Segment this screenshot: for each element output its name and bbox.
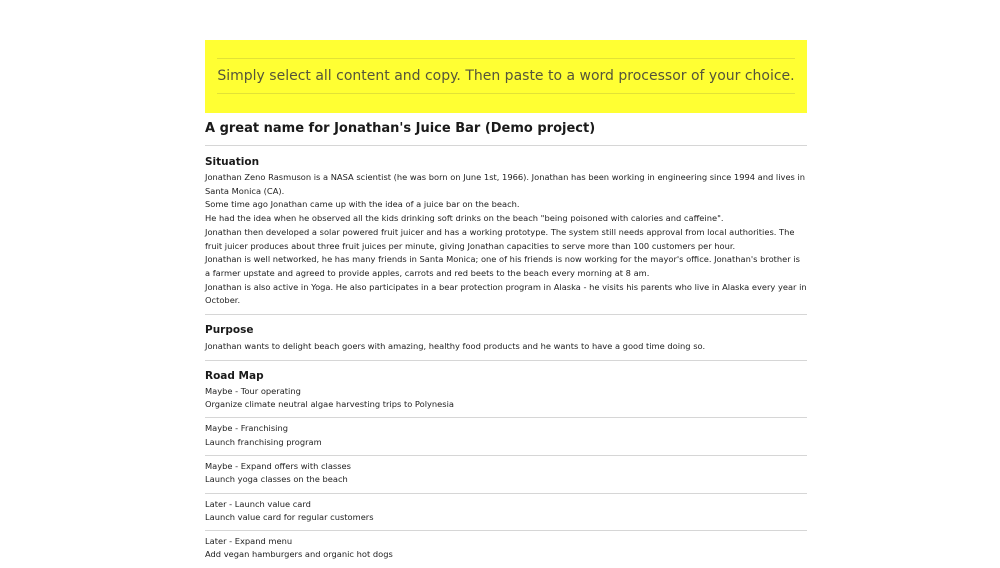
situation-paragraph: He had the idea when he observed all the kids drinking soft drinks on the beach "being poisoned with calories and caffeine". [205, 213, 724, 224]
banner-divider-top [217, 58, 795, 59]
roadmap-item [205, 494, 807, 532]
banner-divider-bottom [217, 93, 795, 94]
roadmap-item-title: Later - Launch value card [205, 498, 311, 509]
document-page [205, 40, 807, 568]
situation-paragraph: Some time ago Jonathan came up with the idea of a juice bar on the beach. [205, 199, 520, 210]
banner-text: Simply select all content and copy. Then paste to a word processor of your choice. [217, 68, 795, 84]
purpose-heading: Purpose [205, 324, 254, 337]
situation-section [205, 146, 807, 308]
roadmap-item-title: Maybe - Franchising [205, 423, 288, 434]
roadmap-item-title: Maybe - Expand offers with classes [205, 460, 351, 471]
roadmap-item-title: Maybe - Tour operating [205, 385, 301, 396]
situation-paragraph: Jonathan is also active in Yoga. He also participates in a bear protection program in Alaska - he visits his parents who live in Alaska every year in October. [205, 281, 807, 306]
copy-instruction-banner [205, 40, 807, 113]
situation-paragraph: Jonathan then developed a solar powered fruit juicer and has a working prototype. The system still needs approval from local authorities. The fruit juicer produces about three fruit juices per minute, giving Jonathan capacities to serve more than 100 customers per hour. [205, 226, 795, 251]
roadmap-item [205, 531, 807, 568]
roadmap-item-title: Later - Expand menu [205, 536, 293, 547]
roadmap-item-description: Organize climate neutral algae harvesting trips to Polynesia [205, 399, 454, 410]
situation-paragraph: Jonathan is well networked, he has many friends in Santa Monica; one of his friends is now working for the mayor's office. Jonathan's brother is a farmer upstate and agreed to provide apples, carrots and red beets to the beach every morning at 8 am. [205, 254, 800, 278]
roadmap-item [205, 456, 807, 494]
roadmap-item-description: Launch yoga classes on the beach [205, 474, 348, 485]
roadmap-item [205, 383, 807, 419]
situation-heading: Situation [205, 156, 260, 168]
document-title: A great name for Jonathan's Juice Bar (Demo project) [205, 121, 596, 136]
situation-paragraph: Jonathan Zeno Rasmuson is a NASA scientist (he was born on June 1st, 1966). Jonathan has been working in engineering since 1994 and lives in Santa Monica (CA). [205, 172, 806, 196]
roadmap-list [205, 383, 807, 568]
roadmap-item-description: Launch value card for regular customers [205, 511, 374, 522]
roadmap-item [205, 418, 807, 456]
roadmap-item-description: Launch franchising program [205, 436, 322, 447]
roadmap-item-description: Add vegan hamburgers and organic hot dogs [205, 549, 393, 560]
roadmap-heading: Road Map [205, 369, 264, 382]
purpose-section [205, 315, 807, 354]
roadmap-section [205, 361, 807, 568]
purpose-text: Jonathan wants to delight beach goers with amazing, healthy food products and he wants to have a good time doing so. [205, 341, 706, 352]
